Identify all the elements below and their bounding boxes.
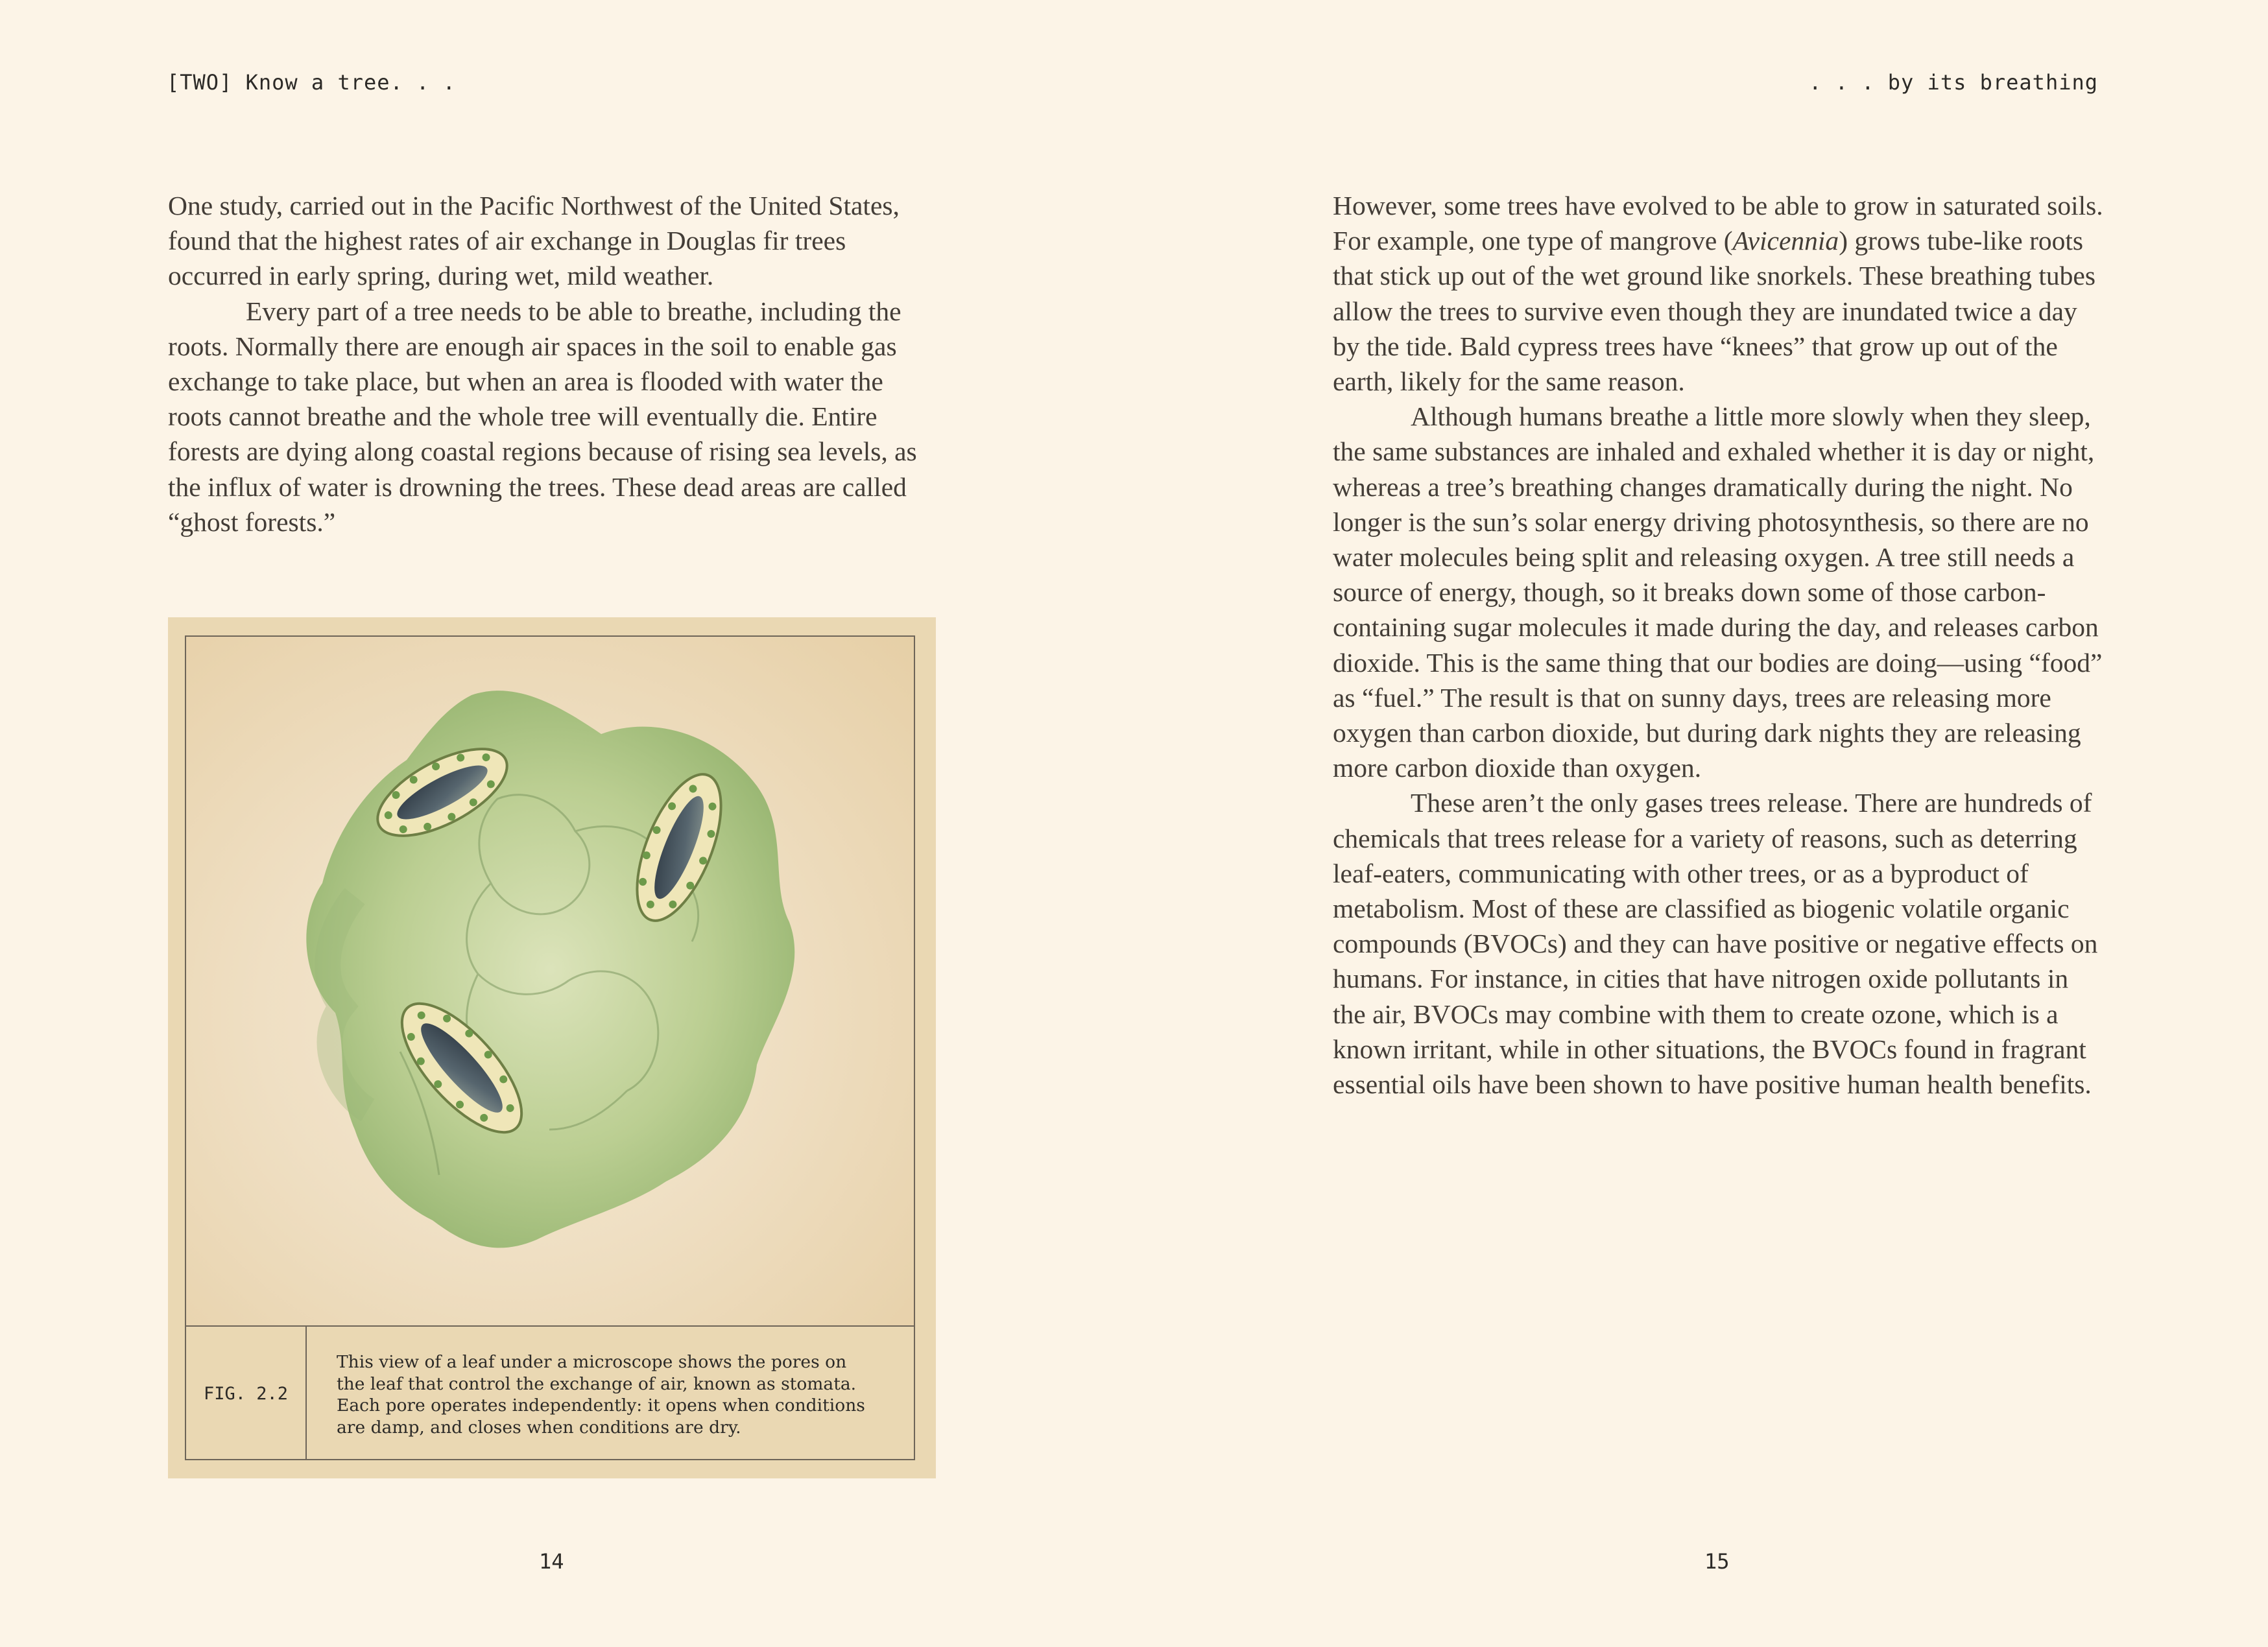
- leaf-stomata-drawing: [186, 637, 914, 1325]
- figure-frame: [185, 635, 915, 1460]
- running-head-left: [TWO] Know a tree. . .: [167, 70, 456, 95]
- right-p1-text-b: ) grows tube-like roots that stick up out of the wet ground like snorkels. These breathing tubes allow the trees to survive even though they are inundated twice a day by the tide. Bald cypress trees have “knees” that grow up out of the earth, likely for the same reason.: [1333, 226, 2095, 397]
- stomata-illustration: [186, 637, 914, 1327]
- left-paragraph-1: One study, carried out in the Pacific Northwest of the United States, found that the highest rates of air exchange in Douglas fir trees occurred in early spring, during wet, mild weather.: [168, 191, 900, 291]
- page-number-left: 14: [539, 1549, 564, 1574]
- right-p1-italic: Avicennia: [1732, 226, 1839, 256]
- left-page-text: [168, 188, 940, 539]
- right-paragraph-3: These aren’t the only gases trees release. There are hundreds of chemicals that trees release for a variety of reasons, such as deterring leaf-eaters, communicating with other trees, or as a byproduct of metabolism. Most of these are classified as biogenic volatile organic compounds (BVOCs) and they can have positive or negative effects on humans. For instance, in cities that have nitrogen oxide pollutants in the air, BVOCs may combine with them to create ozone, which is a known irritant, while in other situations, the BVOCs found in fragrant essential oils have been shown to have positive human health benefits.: [1333, 788, 2098, 1100]
- right-p1-text-a: However, some trees have evolved to be able to grow in saturated soils. For example, one type of mangrove (: [1333, 191, 2103, 256]
- right-paragraph-2: Although humans breathe a little more slowly when they sleep, the same substances are inhaled and exhaled whether it is day or night, whereas a tree’s breathing changes dramatically during the night. No longer is the sun’s solar energy driving photosynthesis, so there are no water molecules being split and releasing oxygen. A tree still needs a source of energy, though, so it breaks down some of those carbon-containing sugar molecules it made during the day, and releases carbon dioxide. This is the same thing that our bodies are doing—using “food” as “fuel.” The result is that on sunny days, trees are releasing more oxygen than carbon dioxide, but during dark nights they are releasing more carbon dioxide than oxygen.: [1333, 401, 2103, 783]
- figure-panel: [168, 617, 936, 1478]
- right-paragraph-1: [1333, 188, 2105, 399]
- left-paragraph-2: Every part of a tree needs to be able to breathe, including the roots. Normally there are enough air spaces in the soil to enable gas exchange to take place, but when an area is flooded with water the roots cannot breathe and the whole tree will eventually die. Entire forests are dying along coastal regions because of rising sea levels, as the influx of water is drowning the trees. These dead areas are called “ghost forests.”: [168, 296, 917, 537]
- running-head-right: . . . by its breathing: [1809, 70, 2098, 95]
- right-page-text: [1333, 188, 2105, 1102]
- page-number-right: 15: [1704, 1549, 1730, 1574]
- figure-caption-row: [186, 1327, 914, 1460]
- figure-caption: This view of a leaf under a microscope shows the pores on the leaf that control the exchange of air, known as stomata. Each pore operates independently: it opens when conditions are damp, and closes when conditions are dry.: [337, 1352, 865, 1438]
- figure-label: FIG. 2.2: [186, 1327, 307, 1460]
